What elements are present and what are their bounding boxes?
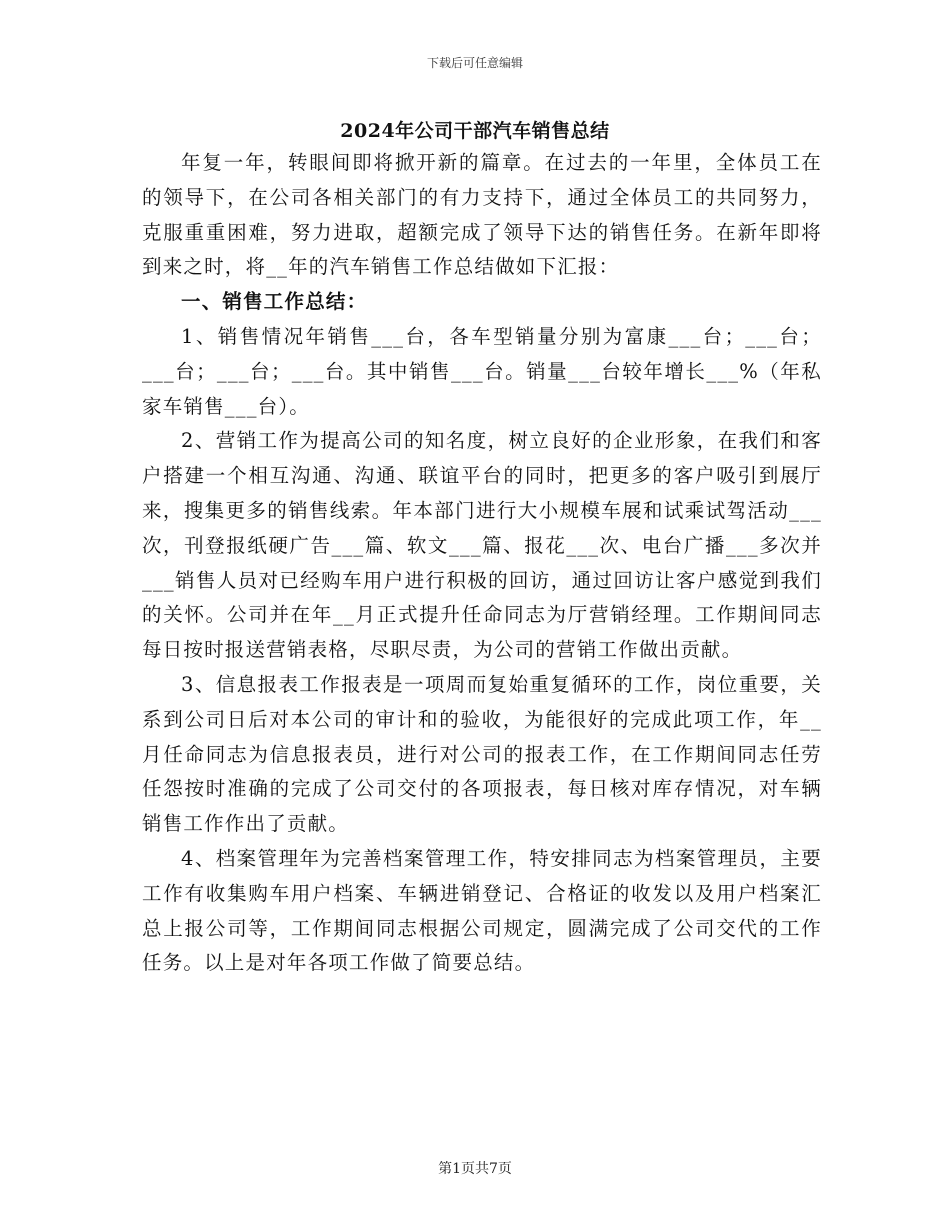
document-body xyxy=(142,146,822,981)
header-note: 下载后可任意编辑 xyxy=(426,56,523,70)
archive-paragraph: 4、档案管理年为完善档案管理工作，特安排同志为档案管理员，主要工作有收集购车用户档案、车辆进销登记、合格证的收发以及用户档案汇总上报公司等，工作期间同志根据公司规定，圆满完成了公司交代的工作任务。以上是对年各项工作做了简要总结。 xyxy=(142,846,822,975)
section-heading: 一、销售工作总结： xyxy=(181,290,368,314)
report-paragraph: 3、信息报表工作报表是一项周而复始重复循环的工作，岗位重要，关系到公司日后对本公司的审计和的验收，为能很好的完成此项工作，年__月任命同志为信息报表员，进行对公司的报表工作，在工作期间同志任劳任怨按时准确的完成了公司交付的各项报表，每日核对库存情况，对车辆销售工作作出了贡献。 xyxy=(142,672,822,836)
marketing-paragraph: 2、营销工作为提高公司的知名度，树立良好的企业形象，在我们和客户搭建一个相互沟通、沟通、联谊平台的同时，把更多的客户吸引到展厅来，搜集更多的销售线索。年本部门进行大小规模车展和试乘试驾活动___次，刊登报纸硬广告___篇、软文___篇、报花___次、电台广播___多次并___销售人员对已经购车用户进行积极的回访，通过回访让客户感觉到我们的关怀。公司并在年__月正式提升任命同志为厅营销经理。工作期间同志每日按时报送营销表格，尽职尽责，为公司的营销工作做出贡献。 xyxy=(142,429,822,662)
sales-paragraph: 1、销售情况年销售___台，各车型销量分别为富康___台；___台；___台；___台；___台。其中销售___台。销量___台较年增长___%（年私家车销售___台）。 xyxy=(142,324,822,418)
intro-paragraph: 年复一年，转眼间即将掀开新的篇章。在过去的一年里，全体员工在的领导下，在公司各相关部门的有力支持下，通过全体员工的共同努力，克服重重困难，努力进取，超额完成了领导下达的销售任务。在新年即将到来之时，将__年的汽车销售工作总结做如下汇报： xyxy=(142,151,822,279)
document-title: 2024年公司干部汽车销售总结 xyxy=(340,120,610,142)
page-footer: 第1页共7页 xyxy=(438,1161,512,1177)
